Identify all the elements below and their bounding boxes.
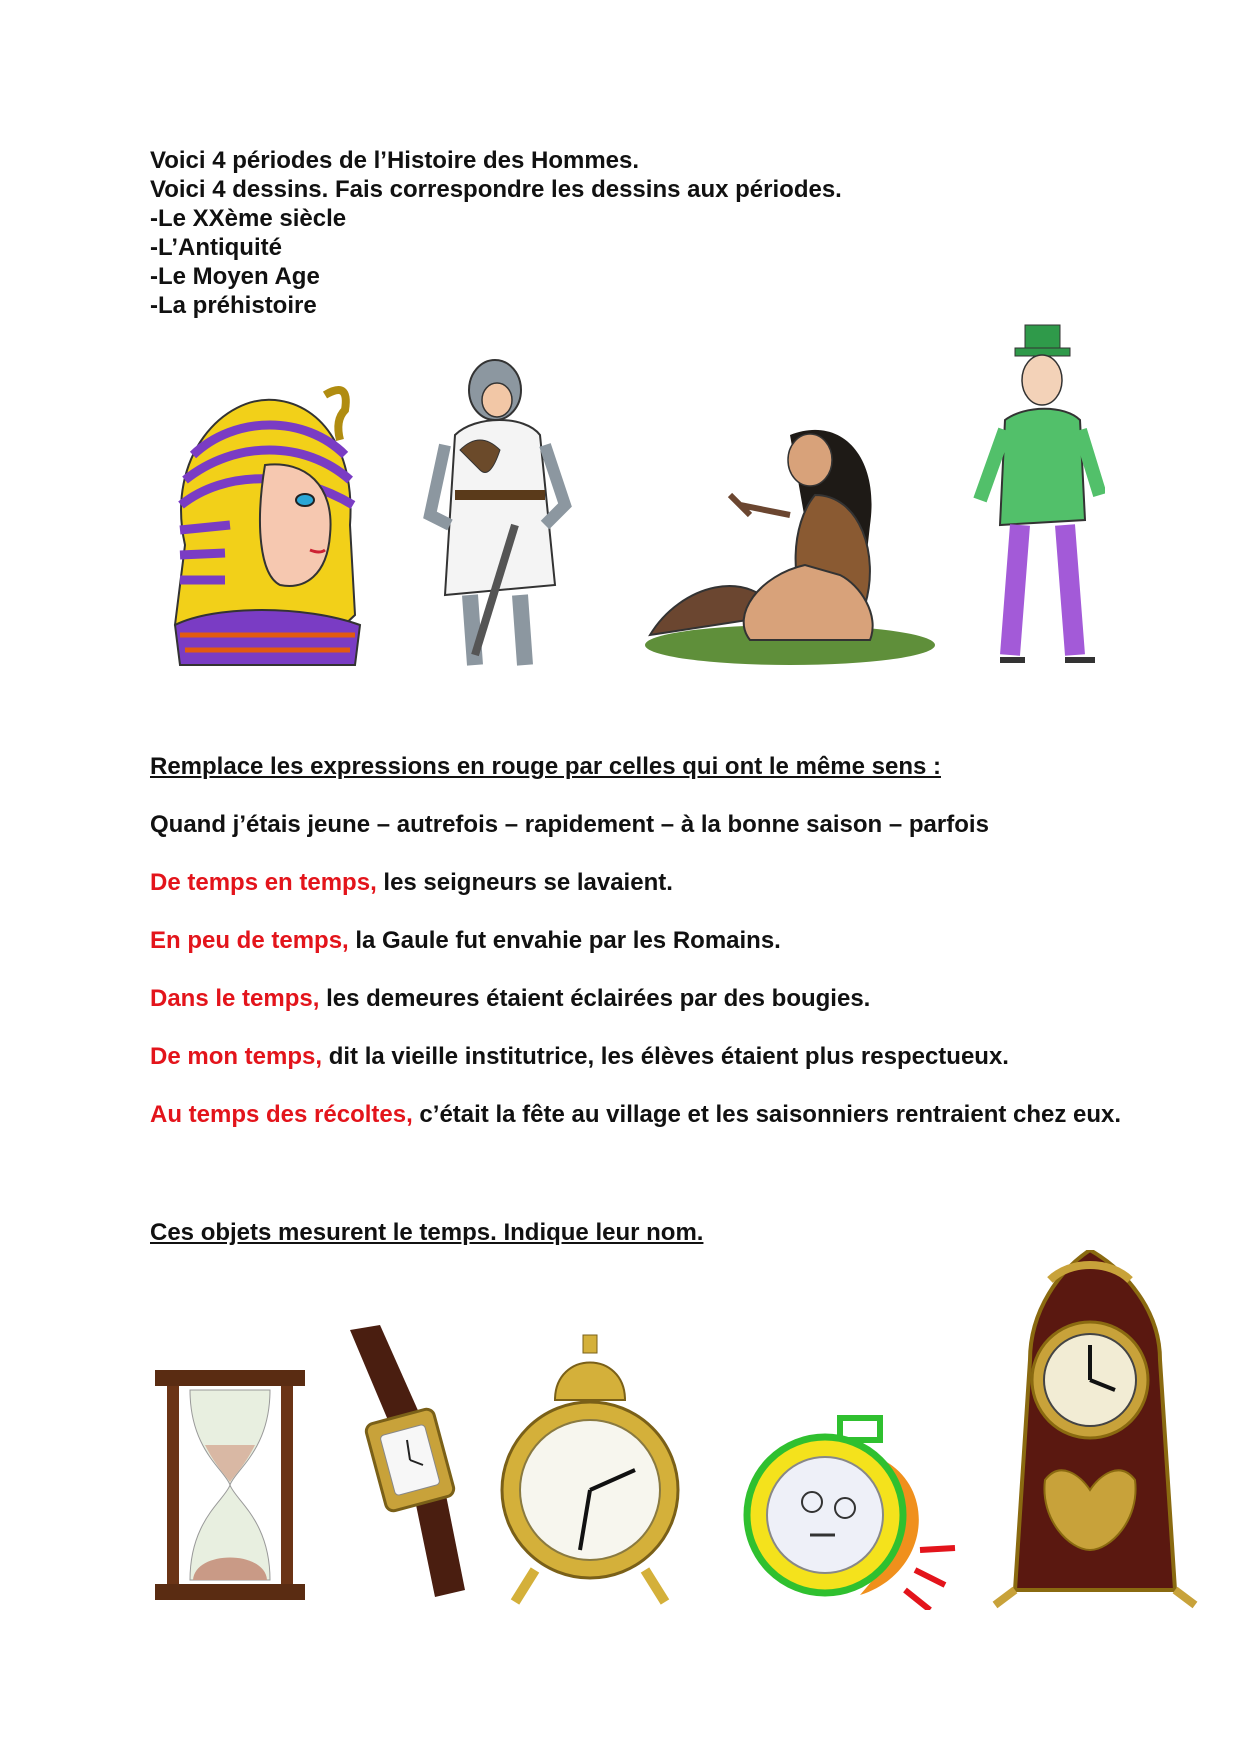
exercise-heading-objects: Ces objets mesurent le temps. Indique leur nom.: [150, 1219, 704, 1246]
hourglass-drawing: [155, 1370, 305, 1600]
red-expression: Au temps des récoltes,: [150, 1101, 413, 1128]
period-item: -L’Antiquité: [150, 234, 282, 261]
sentence: [150, 926, 781, 955]
word-bank: Quand j’étais jeune – autrefois – rapidement – à la bonne saison – parfois: [150, 811, 989, 838]
sentence-rest: les demeures étaient éclairées par des bougies.: [319, 985, 871, 1012]
sentence: [150, 984, 870, 1013]
exercise-heading-synonyms: Remplace les expressions en rouge par celles qui ont le même sens :: [150, 753, 941, 780]
wristwatch-drawing: [345, 1325, 470, 1600]
intro-line-2: Voici 4 dessins. Fais correspondre les dessins aux périodes.: [150, 176, 842, 203]
pharaoh-drawing: [155, 375, 375, 675]
red-expression: De temps en temps,: [150, 869, 377, 896]
sentence-rest: c’était la fête au village et les saisonniers rentraient chez eux.: [412, 1101, 1122, 1128]
period-item: -La préhistoire: [150, 292, 317, 319]
alarm-clock-drawing: [495, 1330, 685, 1605]
knight-drawing: [415, 355, 585, 675]
red-expression: En peu de temps,: [150, 927, 349, 954]
intro-block: [150, 146, 842, 320]
red-expression: Dans le temps,: [150, 985, 320, 1012]
prehistoric-woman-drawing: [640, 415, 940, 675]
sentence-rest: la Gaule fut envahie par les Romains.: [348, 927, 781, 954]
mantel-clock-drawing: [990, 1250, 1200, 1610]
sentence-rest: les seigneurs se lavaient.: [376, 869, 673, 896]
red-expression: De mon temps,: [150, 1043, 323, 1070]
period-item: -Le Moyen Age: [150, 263, 320, 290]
sentence: [150, 1042, 1009, 1071]
sentence: [150, 868, 673, 897]
modern-man-drawing: [970, 320, 1105, 670]
intro-line-1: Voici 4 périodes de l’Histoire des Hommes.: [150, 147, 640, 174]
period-item: -Le XXème siècle: [150, 205, 347, 232]
sentence-rest: dit la vieille institutrice, les élèves étaient plus respectueux.: [322, 1043, 1009, 1070]
sentence: [150, 1100, 1121, 1129]
stopwatch-drawing: [740, 1410, 965, 1610]
